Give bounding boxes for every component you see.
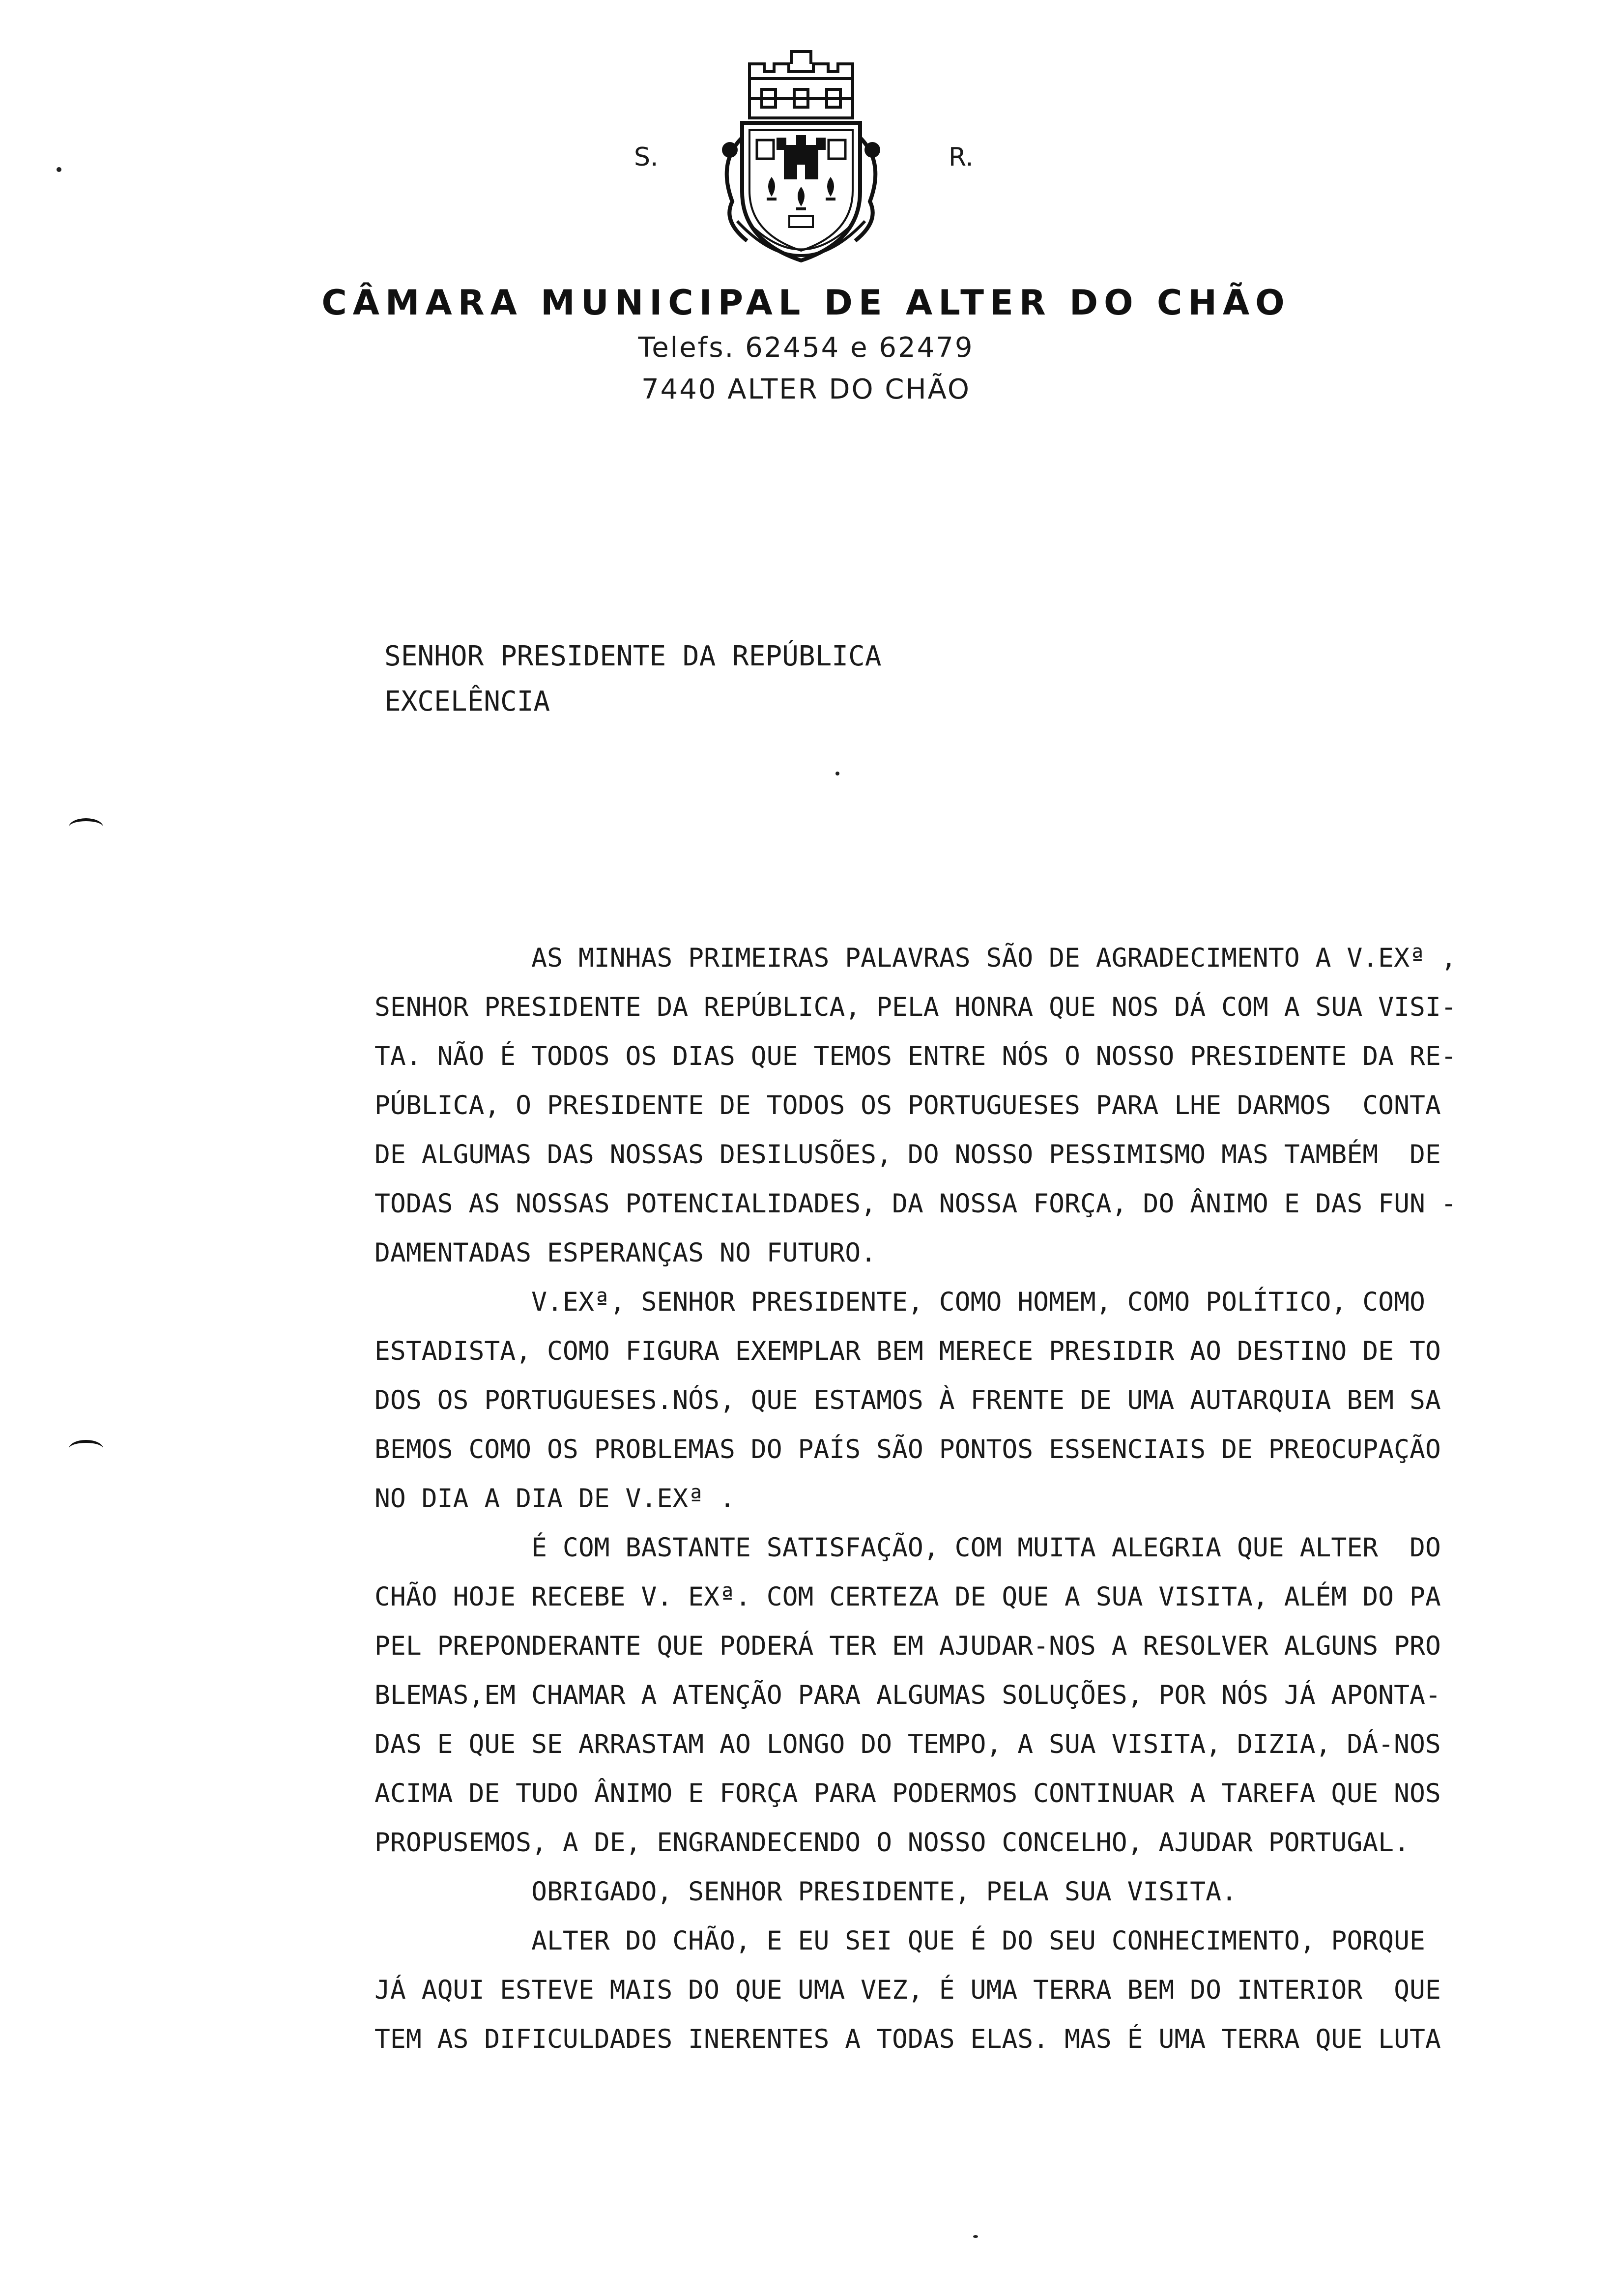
addressee-block — [384, 634, 881, 724]
body-text-line: SENHOR PRESIDENTE DA REPÚBLICA, PELA HONRA QUE NOS DÁ COM A SUA VISI- — [374, 992, 1457, 1022]
letterhead-initial-left: S. — [634, 143, 659, 172]
body-text-line: DAS E QUE SE ARRASTAM AO LONGO DO TEMPO, A SUA VISITA, DIZIA, DÁ-NOS — [374, 1729, 1441, 1759]
organization-phones: Telefs. 62454 e 62479 — [638, 332, 974, 364]
body-text-line: PÚBLICA, O PRESIDENTE DE TODOS OS PORTUGUESES PARA LHE DARMOS CONTA — [374, 1091, 1441, 1120]
body-text-line: V.EXª, SENHOR PRESIDENTE, COMO HOMEM, COMO POLÍTICO, COMO — [374, 1287, 1425, 1317]
body-text-line: BEMOS COMO OS PROBLEMAS DO PAÍS SÃO PONTOS ESSENCIAIS DE PREOCUPAÇÃO — [374, 1435, 1441, 1464]
scan-mark — [69, 1440, 103, 1458]
body-text-line: ESTADISTA, COMO FIGURA EXEMPLAR BEM MERECE PRESIDIR AO DESTINO DE TO — [374, 1336, 1441, 1366]
letter-body — [374, 934, 1505, 2064]
body-text-line: BLEMAS,EM CHAMAR A ATENÇÃO PARA ALGUMAS SOLUÇÕES, POR NÓS JÁ APONTA- — [374, 1680, 1441, 1710]
body-text-line: NO DIA A DIA DE V.EXª . — [374, 1484, 735, 1514]
body-text-line: É COM BASTANTE SATISFAÇÃO, COM MUITA ALEGRIA QUE ALTER DO — [374, 1533, 1441, 1563]
body-text-line: DE ALGUMAS DAS NOSSAS DESILUSÕES, DO NOSSO PESSIMISMO MAS TAMBÉM DE — [374, 1140, 1441, 1170]
body-text-line: CHÃO HOJE RECEBE V. EXª. COM CERTEZA DE QUE A SUA VISITA, ALÉM DO PA — [374, 1582, 1441, 1612]
scan-speck — [57, 167, 61, 172]
body-text-line: PROPUSEMOS, A DE, ENGRANDECENDO O NOSSO CONCELHO, AJUDAR PORTUGAL. — [374, 1828, 1410, 1858]
organization-address: 7440 ALTER DO CHÃO — [641, 373, 971, 405]
body-text-line: DOS OS PORTUGUESES.NÓS, QUE ESTAMOS À FRENTE DE UMA AUTARQUIA BEM SA — [374, 1385, 1441, 1415]
body-text-line: ACIMA DE TUDO ÂNIMO E FORÇA PARA PODERMOS CONTINUAR A TAREFA QUE NOS — [374, 1779, 1441, 1808]
municipal-crest-emblem — [703, 44, 899, 280]
organization-name: CÂMARA MUNICIPAL DE ALTER DO CHÃO — [321, 283, 1291, 323]
scan-speck — [973, 2235, 978, 2238]
body-text-line: TODAS AS NOSSAS POTENCIALIDADES, DA NOSSA FORÇA, DO ÂNIMO E DAS FUN - — [374, 1189, 1457, 1219]
body-text-line: TEM AS DIFICULDADES INERENTES A TODAS ELAS. MAS É UMA TERRA QUE LUTA — [374, 2024, 1441, 2054]
addressee-line: EXCELÊNCIA — [384, 686, 550, 718]
body-text-line: JÁ AQUI ESTEVE MAIS DO QUE UMA VEZ, É UMA TERRA BEM DO INTERIOR QUE — [374, 1975, 1441, 2005]
scan-speck — [835, 772, 839, 775]
body-text-line: TA. NÃO É TODOS OS DIAS QUE TEMOS ENTRE NÓS O NOSSO PRESIDENTE DA RE- — [374, 1041, 1457, 1071]
body-text-line: ALTER DO CHÃO, E EU SEI QUE É DO SEU CONHECIMENTO, PORQUE — [374, 1926, 1425, 1956]
body-text-line: OBRIGADO, SENHOR PRESIDENTE, PELA SUA VISITA. — [374, 1877, 1237, 1907]
body-text-line: DAMENTADAS ESPERANÇAS NO FUTURO. — [374, 1238, 877, 1268]
addressee-line: SENHOR PRESIDENTE DA REPÚBLICA — [384, 640, 882, 672]
scan-mark — [69, 818, 103, 836]
letterhead-initial-right: R. — [949, 143, 974, 172]
body-text-line: AS MINHAS PRIMEIRAS PALAVRAS SÃO DE AGRADECIMENTO A V.EXª , — [374, 943, 1457, 973]
body-text-line: PEL PREPONDERANTE QUE PODERÁ TER EM AJUDAR-NOS A RESOLVER ALGUNS PRO — [374, 1631, 1441, 1661]
